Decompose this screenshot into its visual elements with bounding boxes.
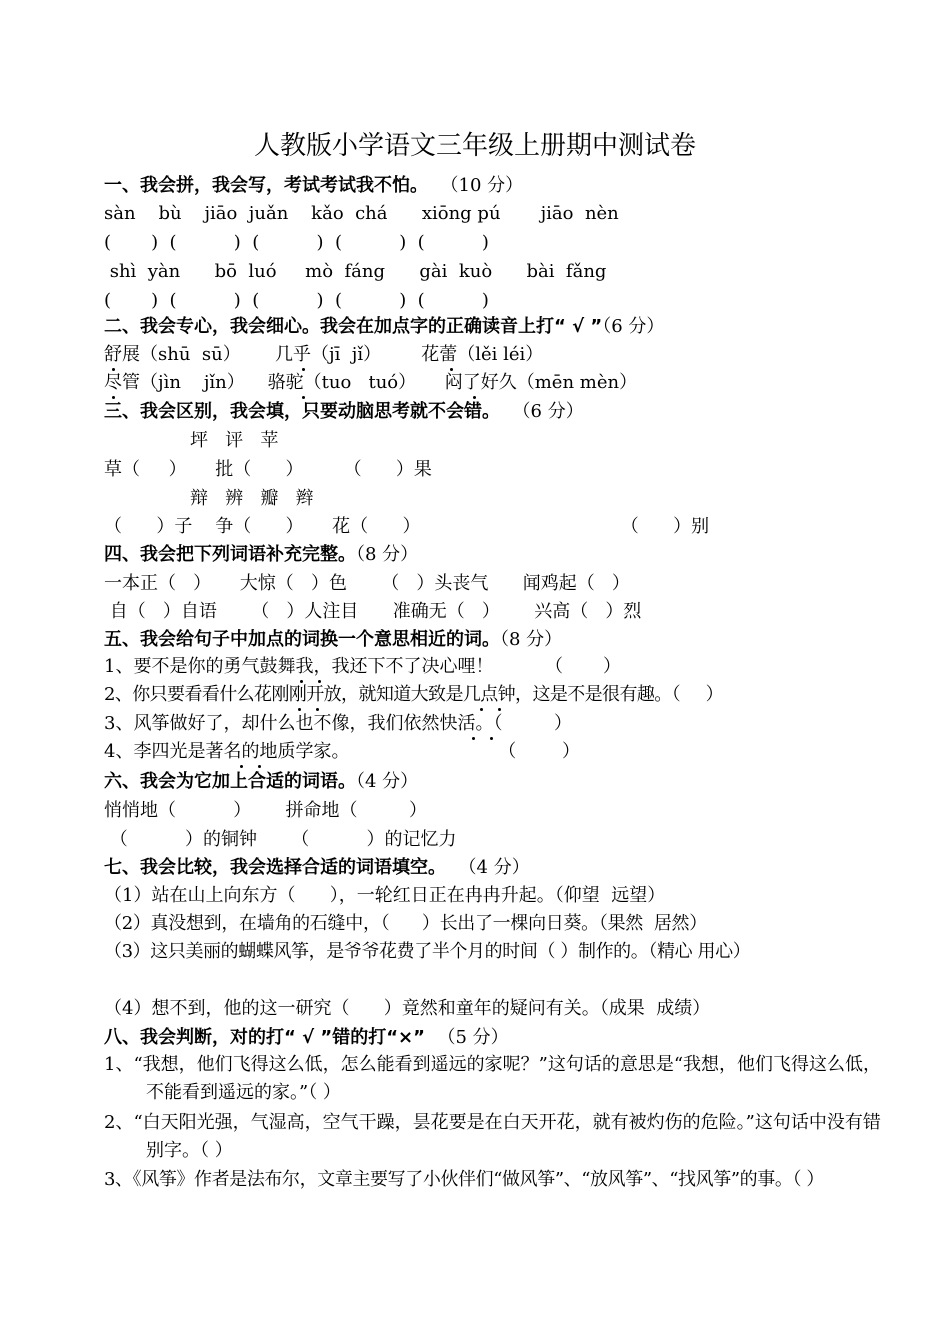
section-8-item-2: 2、“白天阳光强，气湿高，空气干躁，昙花要是在白天开花，就有被灼伤的危险。”这句话中没有错别字。（ ） bbox=[104, 1112, 881, 1161]
section-6-row-2: （ ）的铜钟 （ ）的记忆力 bbox=[104, 829, 457, 850]
section-6-heading bbox=[104, 768, 849, 796]
emphasis-dot bbox=[302, 368, 305, 371]
section-5-item-3: 3、风筝做好了，却什么也不像，我们依然快活。（ ） bbox=[104, 713, 572, 734]
section-2-points: （6 分） bbox=[602, 316, 665, 337]
section-8-points: （5 分） bbox=[437, 1027, 509, 1048]
section-5-points: （8 分） bbox=[500, 629, 563, 650]
emphasis-dot bbox=[450, 368, 453, 371]
emphasis-dot bbox=[302, 396, 305, 399]
section-1-points: （10 分） bbox=[440, 175, 524, 196]
pinyin-row-1: sàn bù jiāo juǎn kǎo chá xiōng pú jiāo nèn bbox=[104, 203, 619, 224]
section-8-item-1: 1、“我想，他们飞得这么低，怎么能看到遥远的家呢？”这句话的意思是“我想，他们飞得这么低，不能看到遥远的家。”（ ） bbox=[104, 1054, 882, 1103]
options-row-1: 坪 评 苹 bbox=[190, 430, 279, 451]
emphasis-dot bbox=[472, 737, 475, 740]
section-7-item-2: （2）真没想到，在墙角的石缝中，（ ）长出了一棵向日葵。（果然 居然） bbox=[104, 913, 707, 934]
emphasis-dot bbox=[473, 396, 476, 399]
section-4-row-1: 一本正（ ） 大惊（ ）色 （ ）头丧气 闻鸡起（ ） bbox=[104, 573, 630, 594]
section-7-heading bbox=[104, 854, 849, 882]
section-3-row-1: 草（ ） 批（ ） （ ）果 bbox=[104, 459, 432, 480]
section-3-title: 三、我会区别，我会填，只要动脑思考就不会错。 bbox=[104, 401, 500, 422]
page-title: 人教版小学语文三年级上册期中测试卷 bbox=[253, 131, 696, 161]
section-2-title: 二、我会专心，我会细心。我会在加点字的正确读音上打“ √ ” bbox=[104, 316, 603, 337]
section-1-title: 一、我会拼，我会写，考试考试我不怕。 bbox=[104, 175, 428, 196]
emphasis-dot bbox=[316, 708, 319, 711]
options-row-2: 辩 辨 瓣 辫 bbox=[190, 488, 314, 509]
section-5-title: 五、我会给句子中加点的词换一个意思相近的词。 bbox=[104, 629, 500, 650]
section-4-heading bbox=[104, 541, 849, 569]
emphasis-dot bbox=[240, 765, 243, 768]
emphasis-dot bbox=[498, 708, 501, 711]
section-5-item-1: 1、要不是你的勇气鼓舞我，我还下不了决心哩！ （ ） bbox=[104, 656, 621, 677]
section-5-item-4: 4、李四光是著名的地质学家。 （ ） bbox=[104, 741, 580, 762]
pinyin-row-2: shì yàn bō luó mò fáng gài kuò bài fǎng bbox=[104, 261, 607, 282]
section-7-title: 七、我会比较，我会选择合适的词语填空。 bbox=[104, 857, 446, 878]
section-8-item-3: 3、《风筝》作者是法布尔，文章主要写了小伙伴们“做风筝”、“放风筝”、“找风筝”的事。（ ） bbox=[104, 1169, 824, 1190]
section-3-row-2: （ ）子 争（ ） 花（ ） （ ）别 bbox=[104, 516, 710, 537]
section-7-item-3: （3）这只美丽的蝴蝶风筝，是爷爷花费了半个月的时间（ ）制作的。（精心 用心） bbox=[104, 941, 751, 962]
emphasis-dot bbox=[318, 680, 321, 683]
emphasis-dot bbox=[112, 396, 115, 399]
section-7-points: （4 分） bbox=[458, 857, 530, 878]
emphasis-dot bbox=[480, 708, 483, 711]
emphasis-dot bbox=[112, 368, 115, 371]
section-2-row-2: 尽管（jìn jǐn） 骆驼（tuo tuó） 闷了好久（mēn mèn） bbox=[104, 372, 638, 393]
section-3-points: （6 分） bbox=[512, 401, 584, 422]
emphasis-dot bbox=[298, 708, 301, 711]
section-4-points: （8 分） bbox=[356, 544, 419, 565]
section-6-title: 六、我会为它加上合适的词语。 bbox=[104, 771, 356, 792]
section-5-item-2: 2、你只要看看什么花刚刚开放，就知道大致是几点钟，这是不是很有趣。（ ） bbox=[104, 684, 724, 705]
section-1-heading bbox=[104, 172, 849, 200]
section-6-row-1: 悄悄地（ ） 拼命地（ ） bbox=[104, 800, 428, 821]
section-5-heading bbox=[104, 626, 849, 654]
section-7-item-4: （4）想不到，他的这一研究（ ）竟然和童年的疑问有关。（成果 成绩） bbox=[104, 998, 711, 1019]
blank-row-1: ( ) ( ) ( ) ( ) ( ) bbox=[104, 232, 489, 253]
section-2-heading bbox=[104, 313, 849, 341]
section-4-title: 四、我会把下列词语补充完整。 bbox=[104, 544, 356, 565]
blank-row-2: ( ) ( ) ( ) ( ) ( ) bbox=[104, 290, 489, 311]
section-4-row-2: 自（ ）自语 （ ）人注目 准确无（ ） 兴高（ ）烈 bbox=[104, 601, 642, 622]
section-3-heading bbox=[104, 398, 849, 426]
section-8-title: 八、我会判断，对的打“ √ ”错的打“×” bbox=[104, 1027, 425, 1048]
emphasis-dot bbox=[300, 680, 303, 683]
section-6-points: （4 分） bbox=[356, 771, 419, 792]
emphasis-dot bbox=[258, 765, 261, 768]
emphasis-dot bbox=[490, 737, 493, 740]
section-2-row-1: 舒展（shū sū） 几乎（jī jǐ） 花蕾（lěi léi） bbox=[104, 344, 544, 365]
section-8-heading bbox=[104, 1024, 849, 1052]
section-7-item-1: （1）站在山上向东方（ ），一轮红日正在冉冉升起。（仰望 远望） bbox=[104, 885, 666, 906]
